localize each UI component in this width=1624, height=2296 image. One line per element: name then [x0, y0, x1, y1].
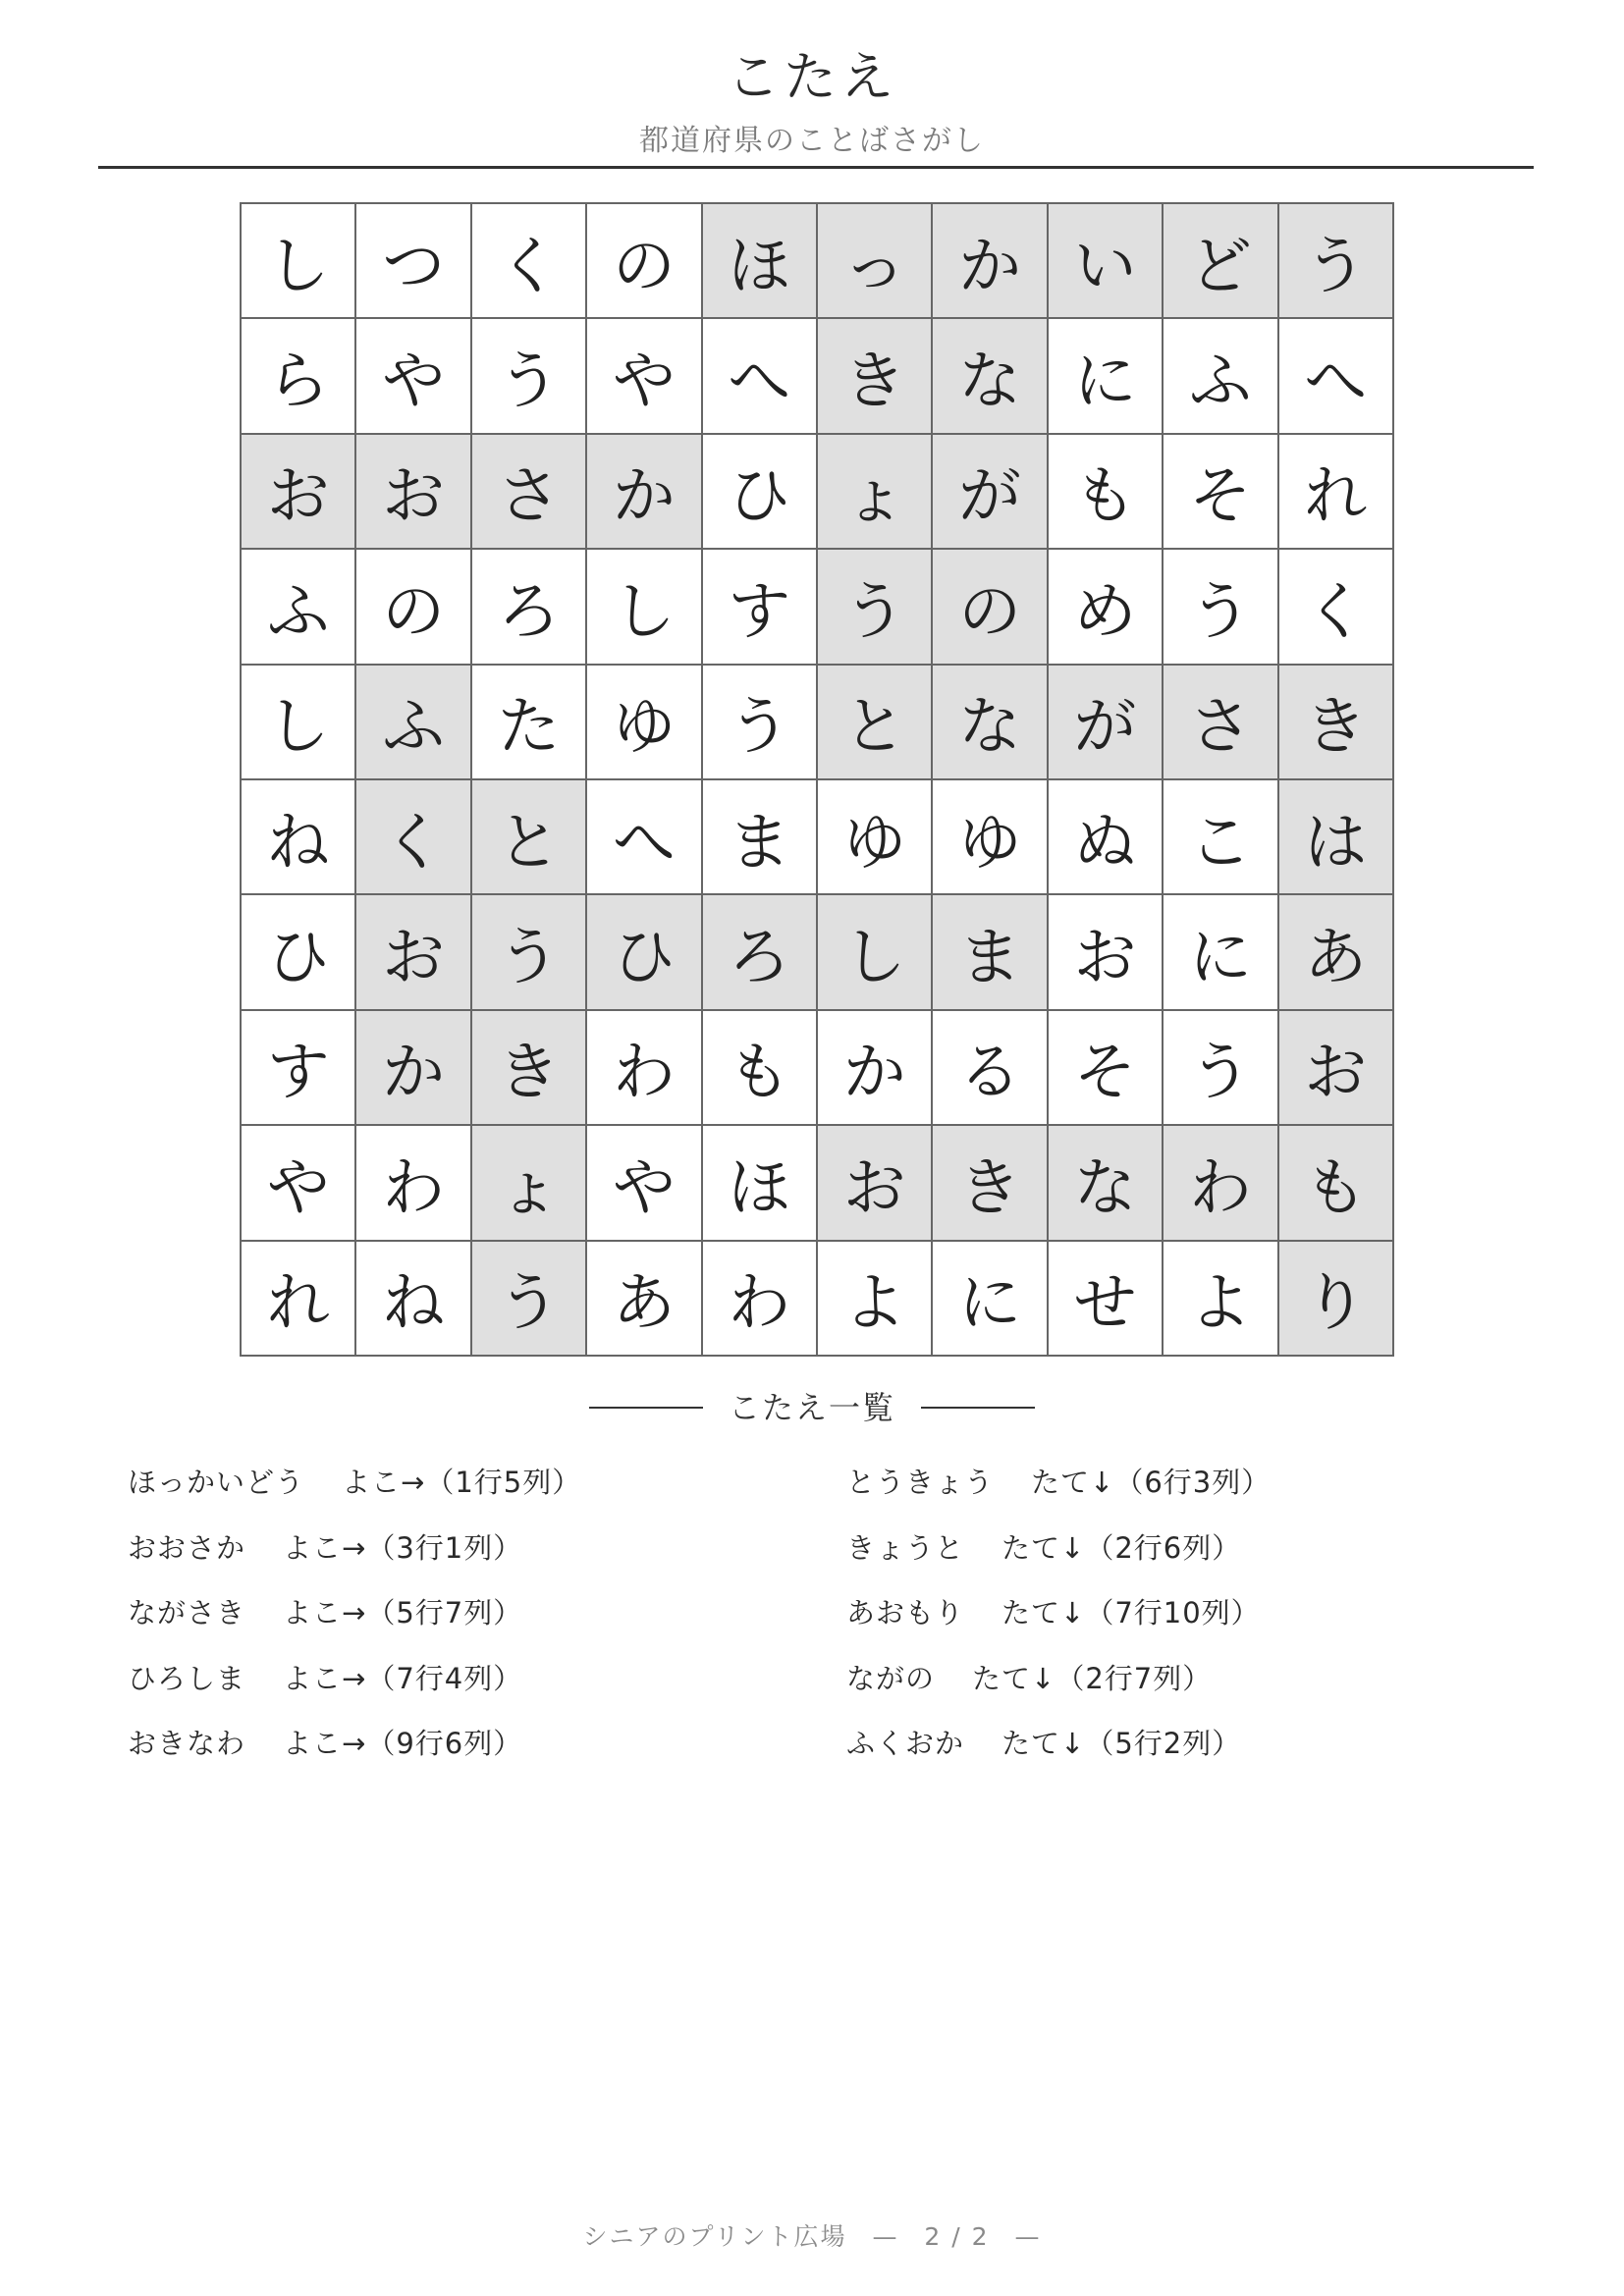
grid-cell: よ — [818, 1242, 933, 1357]
grid-cell: う — [472, 1242, 587, 1357]
grid-cell: も — [1279, 1126, 1394, 1241]
grid-cell: ふ — [356, 666, 471, 780]
grid-cell: ね — [242, 780, 356, 895]
answer-detail: よこ→（5行7列） — [283, 1596, 523, 1629]
grid-cell: う — [703, 666, 818, 780]
heading-line-right — [921, 1407, 1035, 1409]
word-search-grid — [240, 202, 1394, 1357]
grid-cell: わ — [1164, 1126, 1278, 1241]
answer-detail: よこ→（1行5列） — [342, 1466, 582, 1499]
grid-cell: く — [356, 780, 471, 895]
grid-cell: く — [472, 204, 587, 319]
grid-cell: か — [818, 1011, 933, 1126]
answer-detail: たて↓（5行2列） — [1001, 1727, 1242, 1760]
grid-cell: わ — [356, 1126, 471, 1241]
grid-cell: ょ — [818, 435, 933, 550]
answer-detail: よこ→（3行1列） — [283, 1530, 523, 1565]
answer-detail: たて↓（7行10列） — [1001, 1596, 1261, 1629]
grid-cell: お — [818, 1126, 933, 1241]
grid-cell: い — [1049, 204, 1164, 319]
grid-cell: ゆ — [818, 780, 933, 895]
grid-cell: な — [933, 319, 1048, 434]
grid-cell: き — [818, 319, 933, 434]
answers-heading — [0, 1386, 1624, 1429]
grid-cell: る — [933, 1011, 1048, 1126]
grid-cell: か — [933, 204, 1048, 319]
grid-cell: あ — [587, 1242, 702, 1357]
grid-cell: か — [587, 435, 702, 550]
answer-item — [846, 1463, 1271, 1502]
grid-cell: さ — [1164, 666, 1278, 780]
grid-cell: に — [1049, 319, 1164, 434]
grid-cell: り — [1279, 1242, 1394, 1357]
grid-cell: な — [933, 666, 1048, 780]
grid-cell: た — [472, 666, 587, 780]
grid-cell: お — [1279, 1011, 1394, 1126]
answer-word: ながさき — [128, 1596, 246, 1629]
page-footer — [0, 2220, 1624, 2254]
answer-item — [846, 1593, 1271, 1632]
page-subtitle: 都道府県のことばさがし — [639, 124, 985, 158]
answers-list-right — [846, 1463, 1271, 1789]
grid-cell: ま — [933, 895, 1048, 1010]
answer-item — [128, 1463, 581, 1502]
footer-dash-left: — — [872, 2222, 899, 2251]
grid-cell: ろ — [703, 895, 818, 1010]
grid-cell: お — [242, 435, 356, 550]
grid-cell: お — [1049, 895, 1164, 1010]
grid-cell: が — [1049, 666, 1164, 780]
grid-cell: へ — [587, 780, 702, 895]
grid-cell: し — [818, 895, 933, 1010]
grid-cell: れ — [1279, 435, 1394, 550]
answer-word: きょうと — [846, 1530, 965, 1565]
grid-cell: そ — [1164, 435, 1278, 550]
grid-cell: き — [472, 1011, 587, 1126]
answers-list-left — [128, 1463, 581, 1789]
grid-cell: に — [933, 1242, 1048, 1357]
grid-cell: ょ — [472, 1126, 587, 1241]
grid-cell: ゆ — [933, 780, 1048, 895]
grid-cell: や — [242, 1126, 356, 1241]
grid-cell: や — [356, 319, 471, 434]
grid-cell: ひ — [242, 895, 356, 1010]
answer-word: とうきょう — [846, 1466, 995, 1499]
answers-heading-text: こたえ一覧 — [728, 1389, 895, 1426]
grid-cell: わ — [587, 1011, 702, 1126]
grid-cell: っ — [818, 204, 933, 319]
answer-detail: よこ→（7行4列） — [283, 1661, 523, 1695]
answer-detail: たて↓（2行6列） — [1001, 1530, 1242, 1565]
grid-cell: な — [1049, 1126, 1164, 1241]
grid-cell: ひ — [587, 895, 702, 1010]
grid-cell: ふ — [1164, 319, 1278, 434]
grid-cell: う — [472, 895, 587, 1010]
grid-cell: せ — [1049, 1242, 1164, 1357]
grid-cell: も — [703, 1011, 818, 1126]
grid-cell: ろ — [472, 550, 587, 665]
grid-cell: わ — [703, 1242, 818, 1357]
answer-item — [846, 1528, 1271, 1568]
grid-cell: も — [1049, 435, 1164, 550]
answer-item — [846, 1724, 1271, 1763]
answer-word: おおさか — [128, 1530, 246, 1565]
grid-cell: そ — [1049, 1011, 1164, 1126]
grid-cell: や — [587, 319, 702, 434]
grid-cell: ま — [703, 780, 818, 895]
grid-cell: う — [1164, 1011, 1278, 1126]
grid-cell: し — [242, 666, 356, 780]
grid-cell: ね — [356, 1242, 471, 1357]
header-divider — [98, 166, 1534, 169]
heading-line-left — [589, 1407, 703, 1409]
answer-item — [128, 1593, 581, 1632]
answer-word: ひろしま — [128, 1661, 246, 1695]
answer-item — [846, 1659, 1271, 1698]
grid-cell: へ — [703, 319, 818, 434]
grid-cell: お — [356, 435, 471, 550]
grid-cell: ひ — [703, 435, 818, 550]
answer-word: おきなわ — [128, 1727, 246, 1760]
footer-dash-right: — — [1014, 2222, 1042, 2251]
answer-word: ふくおか — [846, 1727, 965, 1760]
answer-detail: よこ→（9行6列） — [283, 1727, 523, 1760]
page-title: こたえ — [727, 46, 897, 108]
answer-word: ながの — [846, 1661, 936, 1695]
grid-cell: す — [242, 1011, 356, 1126]
grid-cell: き — [933, 1126, 1048, 1241]
grid-cell: の — [356, 550, 471, 665]
grid-cell: へ — [1279, 319, 1394, 434]
grid-cell: つ — [356, 204, 471, 319]
grid-cell: し — [242, 204, 356, 319]
grid-cell: に — [1164, 895, 1278, 1010]
grid-cell: の — [933, 550, 1048, 665]
answer-detail: たて↓（6行3列） — [1031, 1466, 1272, 1499]
grid-cell: ふ — [242, 550, 356, 665]
grid-cell: が — [933, 435, 1048, 550]
grid-cell: お — [356, 895, 471, 1010]
grid-cell: き — [1279, 666, 1394, 780]
grid-cell: さ — [472, 435, 587, 550]
grid-cell: あ — [1279, 895, 1394, 1010]
answer-word: あおもり — [846, 1596, 965, 1629]
grid-cell: め — [1049, 550, 1164, 665]
grid-cell: う — [1164, 550, 1278, 665]
grid-cell: か — [356, 1011, 471, 1126]
grid-cell: う — [818, 550, 933, 665]
grid-cell: や — [587, 1126, 702, 1241]
grid-cell: の — [587, 204, 702, 319]
grid-cell: ほ — [703, 204, 818, 319]
grid-cell: ど — [1164, 204, 1278, 319]
answer-item — [128, 1724, 581, 1763]
footer-site-name: シニアのプリント広場 — [582, 2222, 847, 2251]
grid-cell: ぬ — [1049, 780, 1164, 895]
grid-cell: と — [818, 666, 933, 780]
grid-cell: す — [703, 550, 818, 665]
footer-page-number: 2 / 2 — [924, 2222, 990, 2251]
answer-item — [128, 1528, 581, 1568]
grid-cell: と — [472, 780, 587, 895]
grid-cell: う — [472, 319, 587, 434]
grid-cell: ほ — [703, 1126, 818, 1241]
grid-cell: れ — [242, 1242, 356, 1357]
grid-cell: よ — [1164, 1242, 1278, 1357]
grid-cell: ゆ — [587, 666, 702, 780]
grid-cell: ら — [242, 319, 356, 434]
grid-cell: く — [1279, 550, 1394, 665]
answer-item — [128, 1659, 581, 1698]
grid-cell: こ — [1164, 780, 1278, 895]
answer-word: ほっかいどう — [128, 1466, 305, 1499]
answer-detail: たて↓（2行7列） — [972, 1661, 1213, 1695]
grid-cell: う — [1279, 204, 1394, 319]
grid-cell: し — [587, 550, 702, 665]
grid-cell: は — [1279, 780, 1394, 895]
